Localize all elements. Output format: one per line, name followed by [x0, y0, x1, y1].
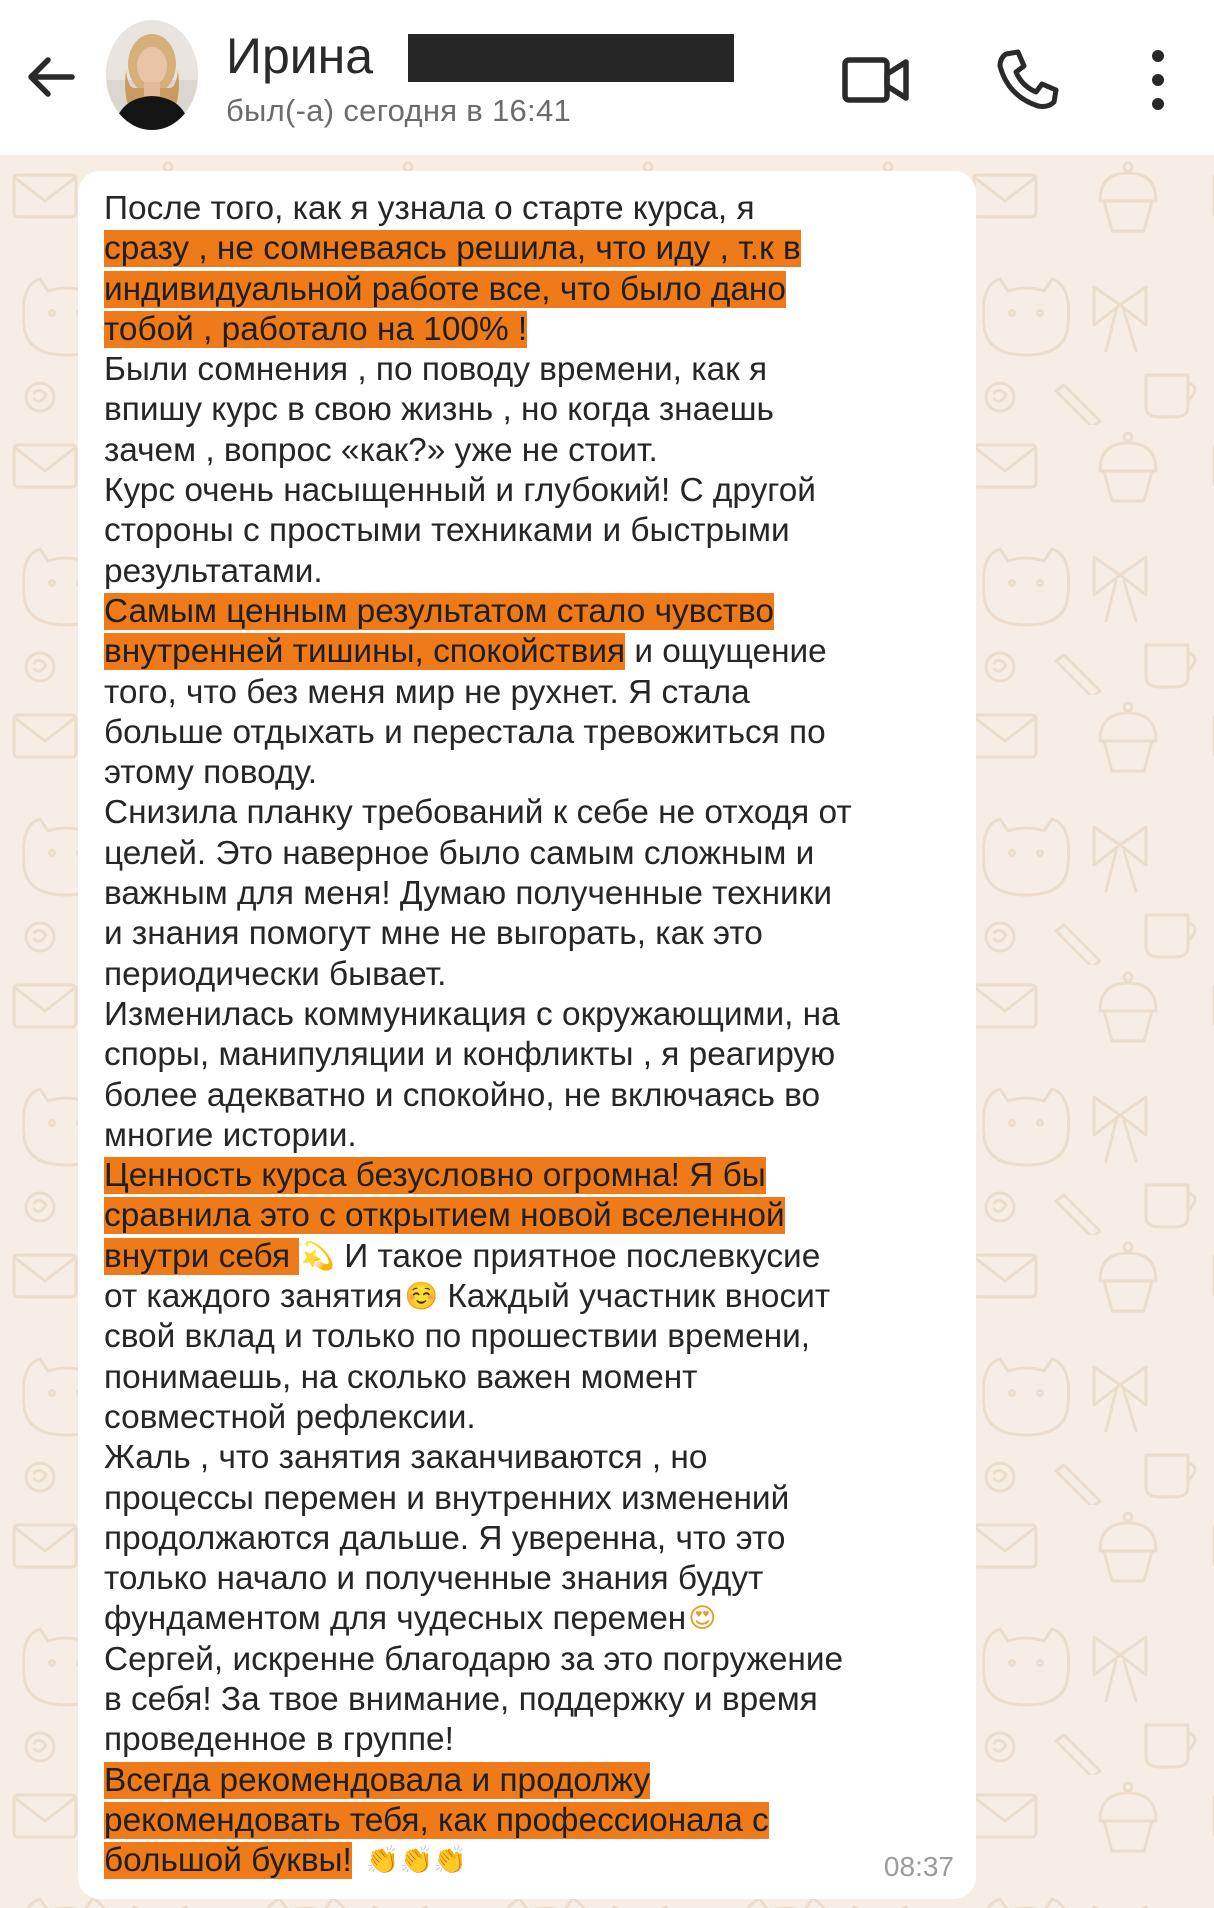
message-line [104, 350, 964, 390]
line-text: Сергей, искренне благодарю за это погружение [104, 1640, 844, 1678]
message-line [104, 914, 964, 954]
message-line [104, 1277, 964, 1317]
message-line [104, 1761, 964, 1801]
line-text: процессы перемен и внутренних изменений [104, 1479, 790, 1517]
message-line [104, 1801, 964, 1841]
highlighted-text: рекомендовать тебя, как профессионала с [104, 1801, 769, 1839]
line-text: результатами. [104, 552, 323, 590]
contact-name[interactable]: Ирина [226, 28, 374, 84]
phone-icon [992, 44, 1064, 116]
message-line [104, 1680, 964, 1720]
highlighted-text: Ценность курса безусловно огромна! Я бы [104, 1157, 766, 1195]
line-text: Курс очень насыщенный и глубокий! С другой [104, 472, 816, 510]
highlighted-text: сравнила это с открытием новой вселенной [104, 1197, 785, 1235]
message-line [104, 592, 964, 632]
video-camera-icon [840, 44, 912, 116]
message-line [104, 1076, 964, 1116]
highlighted-text: сразу , не сомневаясь решила, что иду , т.к в [104, 230, 801, 268]
message-line [104, 310, 964, 350]
line-text: многие истории. [104, 1116, 357, 1154]
line-text: Снизила планку требований к себе не отходя от [104, 794, 852, 832]
line-text: совместной рефлексии. [104, 1398, 476, 1436]
message-line [104, 270, 964, 310]
chat-area[interactable] [0, 155, 1214, 1908]
line-text: После того, как я узнала о старте курса, я [104, 190, 755, 227]
message-line [104, 995, 964, 1035]
message-line [104, 1640, 964, 1680]
line-text: зачем , вопрос «как?» уже не стоит. [104, 431, 658, 469]
message-line [104, 1237, 964, 1277]
message-line [104, 471, 964, 511]
arrow-left-icon [22, 48, 80, 106]
message-line [104, 229, 964, 269]
message-line [104, 1317, 964, 1357]
message-bubble[interactable] [78, 171, 976, 1899]
message-text [104, 189, 964, 1881]
highlighted-text: внутренней тишины, спокойствия [104, 633, 626, 671]
line-text: и знания помогут мне не выгорать, как это [104, 915, 763, 953]
line-text: продолжаются дальше. Я уверенна, что это [104, 1519, 786, 1557]
message-line [104, 1116, 964, 1156]
message-line [104, 189, 964, 229]
line-text: целей. Это наверное было самым сложным и [104, 834, 815, 872]
line-text: свой вклад и только по прошествии времени, [104, 1318, 811, 1356]
highlighted-text: Самым ценным результатом стало чувство [104, 592, 774, 630]
video-call-button[interactable] [840, 44, 912, 116]
smiling-face-emoji-icon: ☺️ [404, 1281, 439, 1312]
line-text: этому поводу. [104, 754, 318, 792]
line-text: Были сомнения , по поводу времени, как я [104, 351, 768, 389]
line-text: более адекватно и спокойно, не включаясь во [104, 1076, 821, 1114]
line-text: фундаментом для чудесных перемен [104, 1600, 687, 1638]
highlighted-text: большой буквы! [104, 1842, 352, 1880]
message-time: 08:37 [883, 1851, 954, 1882]
message-line [104, 753, 964, 793]
message-line [104, 1479, 964, 1519]
line-text: понимаешь, на сколько важен момент [104, 1358, 698, 1396]
line-text: Изменилась коммуникация с окружающими, на [104, 995, 840, 1033]
line-text: в себя! За твое внимание, поддержку и время [104, 1680, 818, 1718]
line-text: И такое приятное послевкусие [334, 1237, 821, 1275]
message-line [104, 431, 964, 471]
more-vertical-icon [1126, 44, 1190, 116]
line-text: стороны с простыми техниками и быстрыми [104, 512, 790, 550]
line-text: того, что без меня мир не рухнет. Я стала [104, 673, 750, 711]
message-line [104, 793, 964, 833]
line-text: проведенное в группе! [104, 1721, 454, 1759]
avatar[interactable] [106, 20, 198, 130]
more-options-button[interactable] [1126, 44, 1190, 116]
message-line [104, 1358, 964, 1398]
message-line [104, 1559, 964, 1599]
dizzy-star-emoji-icon: 💫 [301, 1240, 335, 1271]
line-text: Жаль , что занятия заканчиваются , но [104, 1439, 708, 1477]
message-line [104, 1398, 964, 1438]
line-text: впишу курс в свою жизнь , но когда знаешь [104, 391, 774, 429]
message-line [104, 1156, 964, 1196]
message-line [104, 1196, 964, 1236]
message-line [104, 552, 964, 592]
heart-eyes-emoji-icon: 😍 [688, 1603, 717, 1634]
message-line [104, 1720, 964, 1760]
highlighted-text: внутри себя [104, 1237, 300, 1275]
line-text: от каждого занятия [104, 1278, 403, 1316]
message-line [104, 874, 964, 914]
line-text: только начало и полученные знания будут [104, 1560, 764, 1598]
back-button[interactable] [22, 48, 80, 106]
message-line [104, 390, 964, 430]
message-line [104, 673, 964, 713]
message-line [104, 1035, 964, 1075]
message-line [104, 511, 964, 551]
line-text: важным для меня! Думаю полученные техники [104, 875, 832, 913]
message-line [104, 1519, 964, 1559]
last-seen-status: был(-а) сегодня в 16:41 [226, 93, 572, 128]
line-text: и ощущение [625, 633, 827, 671]
line-text: Каждый участник вносит [438, 1278, 831, 1316]
message-line [104, 1599, 964, 1639]
highlighted-text: тобой , работало на 100% ! [104, 310, 528, 348]
line-text: больше отдыхать и перестала тревожиться по [104, 713, 826, 751]
line-text: периодически бывает. [104, 955, 447, 993]
highlighted-text: индивидуальной работе все, что было дано [104, 270, 786, 308]
chat-header [0, 0, 1214, 155]
message-line [104, 955, 964, 995]
line-text: споры, манипуляции и конфликты , я реагирую [104, 1036, 836, 1074]
highlighted-text: Всегда рекомендовала и продолжу [104, 1761, 651, 1799]
message-line [104, 834, 964, 874]
message-line [104, 632, 964, 672]
message-line [104, 1438, 964, 1478]
redaction-bar [408, 34, 734, 82]
clapping-hands-emoji-icon: 👏👏👏 [365, 1845, 467, 1876]
message-line [104, 1841, 964, 1881]
message-line [104, 713, 964, 753]
voice-call-button[interactable] [992, 44, 1064, 116]
